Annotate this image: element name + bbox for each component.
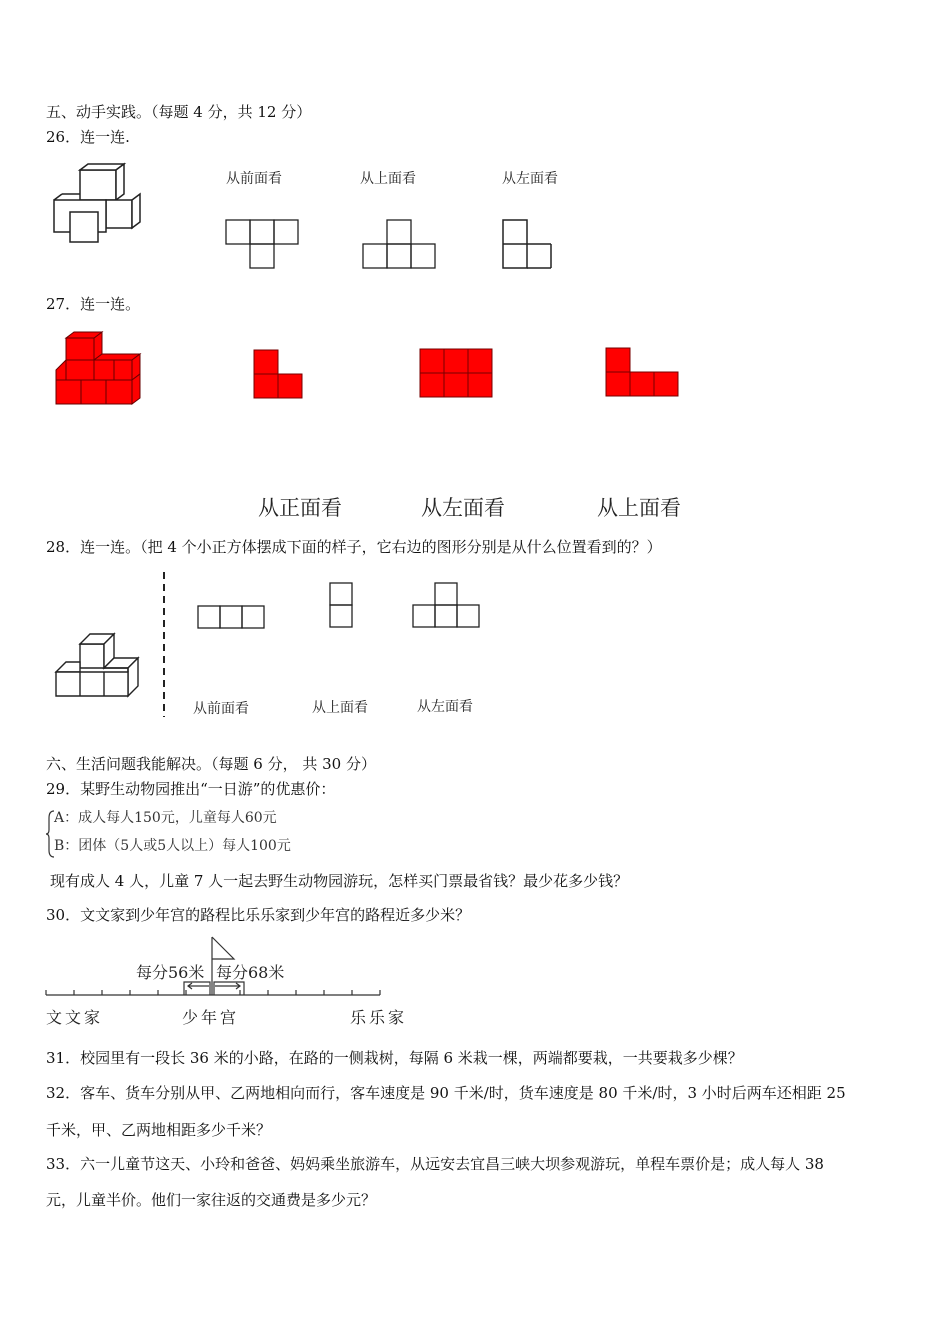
q26-view-top-label: 从上面看 (360, 171, 416, 187)
q30-place-mid: 少年宫 (182, 1008, 240, 1027)
q27-shape-b (420, 349, 494, 399)
q28-shape-column-of-two (329, 583, 353, 629)
q27-red-cube-stack-figure (54, 336, 150, 408)
q30-place-right: 乐乐家 (350, 1008, 408, 1027)
q29-question: 现有成人 4 人，儿童 7 人一起去野生动物园游玩，怎样买门票最省钱？最少花多少钱？ (50, 872, 629, 890)
q27-view-front-label: 从正面看 (258, 496, 342, 520)
q28-shape-row-of-three (198, 605, 266, 629)
q29-option-a: A：成人每人150元，儿童每人60元 (54, 810, 277, 826)
q26-cube-stack-figure (50, 168, 150, 246)
q32-line1: 32．客车、货车分别从甲、乙两地相向而行，客车速度是 90 千米/时，货车速度是 80 千米/时，3 小时后两车还相距 25 (46, 1084, 846, 1102)
q27-shape-a (254, 350, 306, 402)
q26-left-view-shape (503, 220, 555, 272)
q29-title: 29．某野生动物园推出“一日游”的优惠价： (46, 780, 336, 798)
q28-title: 28．连一连。（把 4 个小正方体摆成下面的样子，它右边的图形分别是从什么位置看到的？） (46, 538, 662, 556)
q28-cube-stack-figure (52, 628, 148, 700)
q28-view-left-label: 从左面看 (417, 699, 473, 715)
q30-speed-left: 每分56米 (136, 963, 205, 982)
q27-view-top-label: 从上面看 (597, 496, 681, 520)
q28-view-top-label: 从上面看 (312, 700, 368, 716)
q33-line2: 元，儿童半价。他们一家往返的交通费是多少元？ (46, 1191, 377, 1209)
q32-line2: 千米，甲、乙两地相距多少千米？ (46, 1121, 272, 1139)
q31-question: 31．校园里有一段长 36 米的小路，在路的一侧栽树，每隔 6 米栽一棵，两端都要栽，一共要栽多少棵？ (46, 1049, 743, 1067)
q28-view-front-label: 从前面看 (193, 701, 249, 717)
q33-line1: 33．六一儿童节这天、小玲和爸爸、妈妈乘坐旅游车，从远安去宜昌三峡大坝参观游玩，单程车票价是；成人每人 38 (46, 1155, 824, 1173)
q26-view-left-label: 从左面看 (502, 171, 558, 187)
q26-view-front-label: 从前面看 (226, 171, 282, 187)
q27-view-left-label: 从左面看 (421, 496, 505, 520)
q26-title: 26．连一连. (46, 128, 130, 146)
q26-front-view-shape (226, 220, 301, 270)
section6-title: 六、生活问题我能解决。（每题 6 分， 共 30 分） (46, 755, 376, 773)
q30-place-left: 文文家 (46, 1008, 104, 1027)
q28-dashed-divider (162, 572, 166, 717)
q29-option-b: B：团体（5人或5人以上）每人100元 (54, 838, 291, 854)
q27-title: 27．连一连。 (46, 295, 141, 313)
q28-shape-t (413, 583, 481, 629)
q26-top-view-shape (363, 220, 438, 270)
section5-title: 五、动手实践。（每题 4 分，共 12 分） (46, 103, 312, 121)
q30-speed-right: 每分68米 (216, 963, 285, 982)
q30-title: 30．文文家到少年宫的路程比乐乐家到少年宫的路程近多少米？ (46, 906, 471, 924)
q27-shape-c (606, 348, 680, 398)
